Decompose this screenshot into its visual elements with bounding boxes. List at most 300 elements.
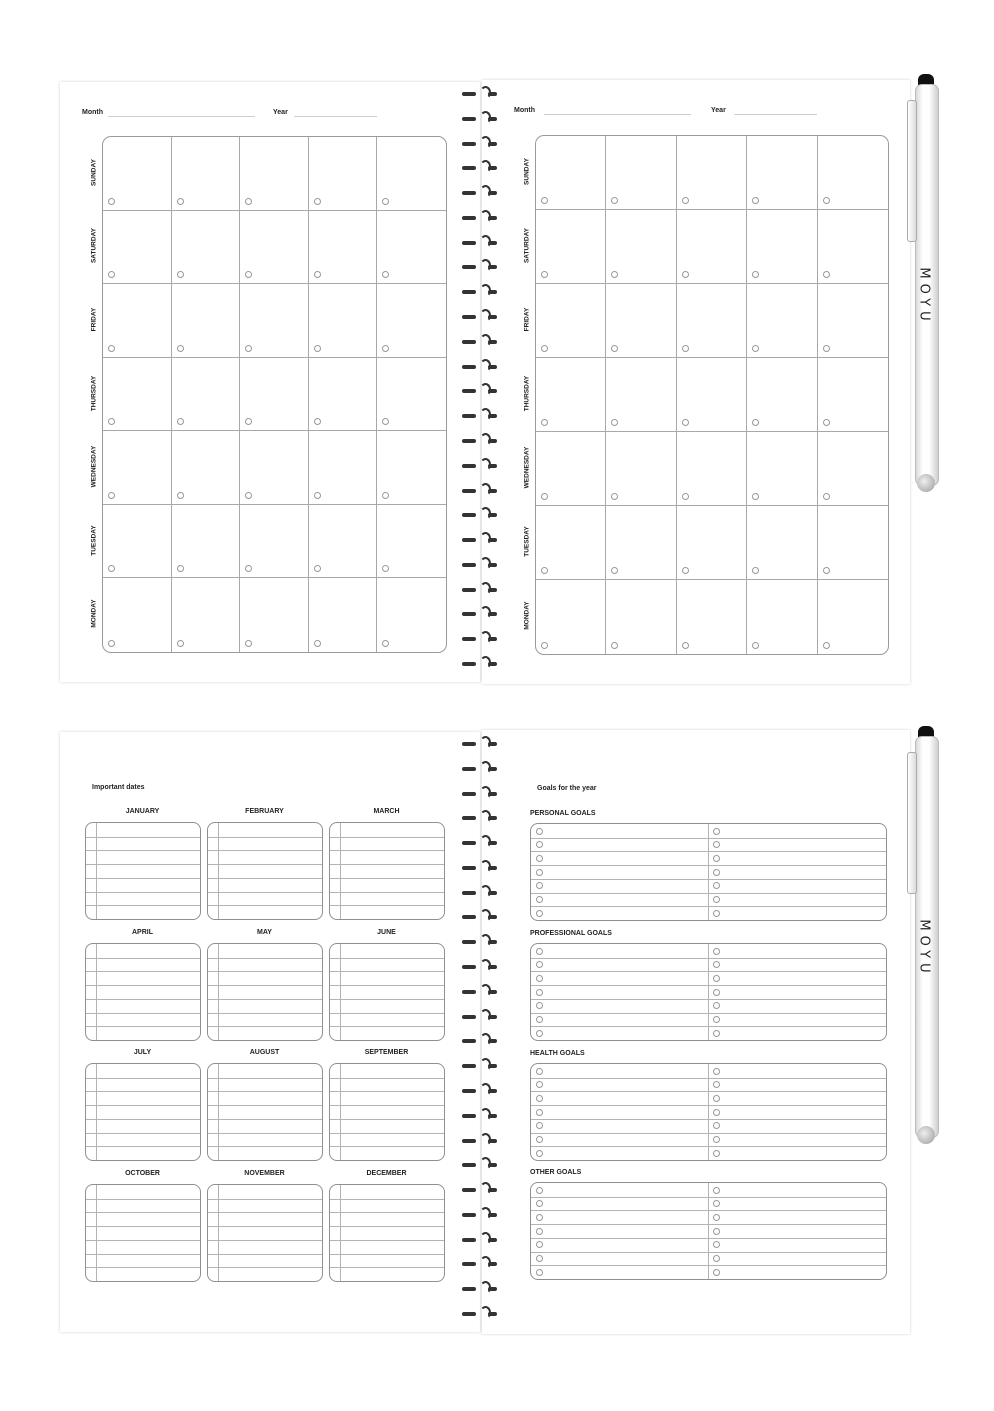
checkbox-circle-icon[interactable] [823,642,830,649]
checkbox-circle-icon[interactable] [541,419,548,426]
checkbox-circle-icon[interactable] [536,869,543,876]
calendar-cell[interactable] [377,284,446,358]
checkbox-circle-icon[interactable] [536,1136,543,1143]
checkbox-circle-icon[interactable] [541,642,548,649]
calendar-cell[interactable] [309,284,378,358]
spiral-coil [488,1262,497,1266]
spiral-coil [488,1015,497,1019]
calendar-cell[interactable] [536,210,606,284]
checkbox-circle-icon[interactable] [177,492,184,499]
calendar-cell[interactable] [606,432,676,506]
checkbox-circle-icon[interactable] [541,271,548,278]
calendar-cell[interactable] [103,431,172,505]
checkbox-circle-icon[interactable] [536,882,543,889]
checkbox-circle-icon[interactable] [536,896,543,903]
checkbox-circle-icon[interactable] [713,882,720,889]
calendar-cell[interactable] [172,505,241,579]
month-notes-box[interactable] [207,1063,323,1161]
checkbox-circle-icon[interactable] [611,493,618,500]
checkbox-circle-icon[interactable] [245,640,252,647]
ruled-line [208,905,322,906]
checkbox-circle-icon[interactable] [713,1030,720,1037]
checkbox-circle-icon[interactable] [823,567,830,574]
ruled-line [86,1226,200,1227]
checkbox-circle-icon[interactable] [245,271,252,278]
spiral-coil [462,792,476,796]
ruled-line [86,1212,200,1213]
checkbox-circle-icon[interactable] [536,1002,543,1009]
ruled-line [330,1078,444,1079]
calendar-cell[interactable] [677,358,747,432]
spiral-coil [462,513,476,517]
calendar-cell[interactable] [677,210,747,284]
checkbox-circle-icon[interactable] [108,492,115,499]
ruled-line [330,999,444,1000]
calendar-cell[interactable] [309,211,378,285]
calendar-cell[interactable] [747,284,817,358]
spiral-coil [488,563,497,567]
day-label: SATURDAY [523,227,531,264]
checkbox-circle-icon[interactable] [752,419,759,426]
checkbox-circle-icon[interactable] [382,565,389,572]
calendar-cell[interactable] [309,137,378,211]
checkbox-circle-icon[interactable] [536,1068,543,1075]
checkbox-circle-icon[interactable] [314,640,321,647]
calendar-cell[interactable] [606,284,676,358]
checkbox-circle-icon[interactable] [536,1228,543,1235]
month-notes-box[interactable] [329,822,445,920]
checkbox-circle-icon[interactable] [682,642,689,649]
checkbox-circle-icon[interactable] [536,989,543,996]
month-notes-box[interactable] [85,943,201,1041]
ruled-line [330,1133,444,1134]
checkbox-circle-icon[interactable] [541,493,548,500]
checkbox-circle-icon[interactable] [536,1081,543,1088]
checkbox-circle-icon[interactable] [314,271,321,278]
calendar-cell[interactable] [377,137,446,211]
checkbox-circle-icon[interactable] [108,640,115,647]
calendar-cell[interactable] [240,505,309,579]
goal-list-box[interactable] [530,943,887,1041]
checkbox-circle-icon[interactable] [536,1241,543,1248]
ruled-line [330,971,444,972]
checkbox-circle-icon[interactable] [314,492,321,499]
ruled-line [86,1091,200,1092]
checkbox-circle-icon[interactable] [713,910,720,917]
checkbox-circle-icon[interactable] [536,1030,543,1037]
calendar-cell[interactable] [606,210,676,284]
calendar-cell[interactable] [309,505,378,579]
checkbox-circle-icon[interactable] [541,567,548,574]
checkbox-circle-icon[interactable] [245,492,252,499]
ruled-line [531,1133,886,1134]
calendar-cell[interactable] [103,211,172,285]
checkbox-circle-icon[interactable] [823,197,830,204]
checkbox-circle-icon[interactable] [536,975,543,982]
checkbox-circle-icon[interactable] [536,1109,543,1116]
month-notes-box[interactable] [329,1063,445,1161]
checkbox-circle-icon[interactable] [108,345,115,352]
checkbox-circle-icon[interactable] [713,948,720,955]
month-notes-box[interactable] [85,1184,201,1282]
checkbox-circle-icon[interactable] [752,271,759,278]
checkbox-circle-icon[interactable] [382,198,389,205]
ruled-line [531,985,886,986]
day-label: MONDAY [90,599,98,628]
ruled-line [86,850,200,851]
checkbox-circle-icon[interactable] [536,1150,543,1157]
checkbox-circle-icon[interactable] [177,565,184,572]
checkbox-circle-icon[interactable] [713,961,720,968]
day-label: TUESDAY [90,524,98,556]
spiral-coil [488,1114,497,1118]
calendar-cell[interactable] [172,211,241,285]
month-notes-box[interactable] [329,943,445,1041]
checkbox-circle-icon[interactable] [611,642,618,649]
calendar-cell[interactable] [172,431,241,505]
ruled-line [531,1252,886,1253]
checkbox-circle-icon[interactable] [245,565,252,572]
calendar-cell[interactable] [818,580,888,654]
spiral-coil [462,1114,476,1118]
checkbox-circle-icon[interactable] [752,345,759,352]
checkbox-circle-icon[interactable] [314,198,321,205]
ruled-line [330,1119,444,1120]
checkbox-circle-icon[interactable] [752,567,759,574]
ruled-line [531,1105,886,1106]
checkbox-circle-icon[interactable] [536,948,543,955]
calendar-cell[interactable] [818,284,888,358]
goal-list-box[interactable] [530,823,887,921]
calendar-cell[interactable] [536,284,606,358]
month-notes-box[interactable] [207,822,323,920]
calendar-cell[interactable] [677,506,747,580]
spiral-coil [462,1015,476,1019]
checkbox-circle-icon[interactable] [713,828,720,835]
checkbox-circle-icon[interactable] [713,1187,720,1194]
calendar-cell[interactable] [747,580,817,654]
checkbox-circle-icon[interactable] [536,855,543,862]
spiral-coil [488,1312,497,1316]
checkbox-circle-icon[interactable] [611,271,618,278]
spiral-coil [462,538,476,542]
checkbox-circle-icon[interactable] [536,1269,543,1276]
checkbox-circle-icon[interactable] [713,1081,720,1088]
checkbox-circle-icon[interactable] [108,198,115,205]
ruled-line [531,1078,886,1079]
spiral-coil [488,1238,497,1242]
calendar-cell[interactable] [677,432,747,506]
calendar-cell[interactable] [377,211,446,285]
day-label: THURSDAY [90,375,98,411]
calendar-cell[interactable] [240,358,309,432]
goal-section-title: PROFESSIONAL GOALS [530,930,612,937]
ruled-line [208,837,322,838]
checkbox-circle-icon[interactable] [713,896,720,903]
ruled-line [330,1013,444,1014]
calendar-cell[interactable] [606,506,676,580]
checkbox-circle-icon[interactable] [177,345,184,352]
checkbox-circle-icon[interactable] [752,642,759,649]
spiral-coil [488,1213,497,1217]
ruled-line [531,1013,886,1014]
checkbox-circle-icon[interactable] [752,197,759,204]
ruled-line [330,1026,444,1027]
calendar-cell[interactable] [103,358,172,432]
calendar-cell[interactable] [309,358,378,432]
calendar-cell[interactable] [747,136,817,210]
checkbox-circle-icon[interactable] [713,855,720,862]
checkbox-circle-icon[interactable] [541,345,548,352]
calendar-cell[interactable] [172,578,241,652]
ruled-line [330,837,444,838]
month-field[interactable] [108,116,255,117]
calendar-cell[interactable] [677,284,747,358]
calendar-cell[interactable] [747,432,817,506]
spiral-coil [488,866,497,870]
checkbox-circle-icon[interactable] [713,1228,720,1235]
checkbox-circle-icon[interactable] [611,197,618,204]
checkbox-circle-icon[interactable] [245,345,252,352]
month-name: SEPTEMBER [364,1049,409,1056]
goal-section-title: PERSONAL GOALS [530,810,596,817]
calendar-cell[interactable] [309,431,378,505]
calendar-cell[interactable] [240,431,309,505]
calendar-cell[interactable] [818,358,888,432]
checkbox-circle-icon[interactable] [536,1214,543,1221]
checkbox-circle-icon[interactable] [611,567,618,574]
checkbox-circle-icon[interactable] [536,828,543,835]
ruled-line [86,864,200,865]
calendar-cell[interactable] [536,580,606,654]
ruled-line [330,1146,444,1147]
calendar-cell[interactable] [606,136,676,210]
calendar-cell[interactable] [172,137,241,211]
calendar-cell[interactable] [240,137,309,211]
ruled-line [208,1226,322,1227]
spiral-coil [462,940,476,944]
checkbox-circle-icon[interactable] [108,271,115,278]
spiral-coil [462,588,476,592]
spiral-coil [488,290,497,294]
checkbox-circle-icon[interactable] [713,1136,720,1143]
calendar-cell[interactable] [103,284,172,358]
checkbox-circle-icon[interactable] [682,197,689,204]
ruled-line [531,1265,886,1266]
year-field[interactable] [294,116,377,117]
checkbox-circle-icon[interactable] [823,419,830,426]
calendar-cell[interactable] [103,137,172,211]
calendar-cell[interactable] [818,432,888,506]
checkbox-circle-icon[interactable] [682,345,689,352]
month-field[interactable] [544,114,691,115]
stylus-pen [902,726,948,1156]
spiral-coil [462,191,476,195]
month-notes-box[interactable] [207,943,323,1041]
ruled-line [86,971,200,972]
year-label: Year [711,107,726,114]
calendar-cell[interactable] [103,505,172,579]
goal-list-box[interactable] [530,1063,887,1161]
checkbox-circle-icon[interactable] [382,271,389,278]
pen-brand: MOYU [916,919,932,978]
calendar-cell[interactable] [536,506,606,580]
checkbox-circle-icon[interactable] [177,640,184,647]
checkbox-circle-icon[interactable] [713,869,720,876]
checkbox-circle-icon[interactable] [536,961,543,968]
checkbox-circle-icon[interactable] [611,419,618,426]
checkbox-circle-icon[interactable] [177,418,184,425]
ruled-line [531,1210,886,1211]
stylus-pen [902,74,948,504]
ruled-line [208,971,322,972]
checkbox-circle-icon[interactable] [314,345,321,352]
goal-list-box[interactable] [530,1182,887,1280]
spiral-coil [488,489,497,493]
spiral-coil [488,612,497,616]
checkbox-circle-icon[interactable] [713,1002,720,1009]
checkbox-circle-icon[interactable] [536,1200,543,1207]
calendar-cell[interactable] [818,136,888,210]
checkbox-circle-icon[interactable] [536,1255,543,1262]
checkbox-circle-icon[interactable] [823,271,830,278]
calendar-cell[interactable] [818,506,888,580]
checkbox-circle-icon[interactable] [245,418,252,425]
calendar-cell[interactable] [536,432,606,506]
checkbox-circle-icon[interactable] [536,1122,543,1129]
calendar-cell[interactable] [377,505,446,579]
spiral-coil [462,414,476,418]
checkbox-circle-icon[interactable] [177,198,184,205]
calendar-cell[interactable] [677,136,747,210]
checkbox-circle-icon[interactable] [823,493,830,500]
checkbox-circle-icon[interactable] [536,1016,543,1023]
checkbox-circle-icon[interactable] [536,841,543,848]
day-label: WEDNESDAY [90,445,98,488]
checkbox-circle-icon[interactable] [682,271,689,278]
checkbox-circle-icon[interactable] [713,975,720,982]
ruled-line [330,864,444,865]
checkbox-circle-icon[interactable] [245,198,252,205]
spiral-coil [462,489,476,493]
checkbox-circle-icon[interactable] [713,1269,720,1276]
calendar-cell[interactable] [536,136,606,210]
checkbox-circle-icon[interactable] [541,197,548,204]
checkbox-circle-icon[interactable] [536,1095,543,1102]
calendar-cell[interactable] [536,358,606,432]
checkbox-circle-icon[interactable] [382,492,389,499]
ruled-line [531,879,886,880]
month-notes-box[interactable] [85,1063,201,1161]
checkbox-circle-icon[interactable] [752,493,759,500]
spiral-coil [488,340,497,344]
calendar-cell[interactable] [677,580,747,654]
calendar-cell[interactable] [747,210,817,284]
ruled-line [86,1119,200,1120]
spiral-coil [488,166,497,170]
month-name: OCTOBER [125,1170,160,1177]
checkbox-circle-icon[interactable] [713,1095,720,1102]
calendar-cell[interactable] [377,431,446,505]
checkbox-circle-icon[interactable] [382,345,389,352]
ruled-line [531,906,886,907]
calendar-cell[interactable] [747,358,817,432]
calendar-cell[interactable] [172,358,241,432]
ruled-line [330,1240,444,1241]
year-field[interactable] [734,114,817,115]
checkbox-circle-icon[interactable] [382,640,389,647]
checkbox-circle-icon[interactable] [823,345,830,352]
calendar-cell[interactable] [240,211,309,285]
ruled-line [86,1146,200,1147]
checkbox-circle-icon[interactable] [713,1150,720,1157]
checkbox-circle-icon[interactable] [682,493,689,500]
checkbox-circle-icon[interactable] [611,345,618,352]
pen-brand: MOYU [916,267,932,326]
ruled-line [86,1133,200,1134]
checkbox-circle-icon[interactable] [536,1187,543,1194]
checkbox-circle-icon[interactable] [682,567,689,574]
checkbox-circle-icon[interactable] [713,1214,720,1221]
checkbox-circle-icon[interactable] [713,1122,720,1129]
calendar-cell[interactable] [240,284,309,358]
ruled-line [86,892,200,893]
calendar-cell[interactable] [377,358,446,432]
calendar-cell[interactable] [240,578,309,652]
spiral-coil [488,1039,497,1043]
spiral-coil [462,365,476,369]
spiral-coil [488,538,497,542]
year-label: Year [273,109,288,116]
checkbox-circle-icon[interactable] [713,1200,720,1207]
checkbox-circle-icon[interactable] [536,910,543,917]
checkbox-circle-icon[interactable] [314,418,321,425]
calendar-cell[interactable] [818,210,888,284]
checkbox-circle-icon[interactable] [713,1255,720,1262]
spiral-coil [462,241,476,245]
spiral-coil [462,290,476,294]
checkbox-circle-icon[interactable] [682,419,689,426]
calendar-cell[interactable] [606,580,676,654]
calendar-cell[interactable] [606,358,676,432]
calendar-cell[interactable] [377,578,446,652]
checkbox-circle-icon[interactable] [314,565,321,572]
calendar-cell[interactable] [103,578,172,652]
ruled-line [86,1199,200,1200]
month-notes-box[interactable] [85,822,201,920]
spiral-coil [488,816,497,820]
calendar-cell[interactable] [309,578,378,652]
checkbox-circle-icon[interactable] [713,841,720,848]
checkbox-circle-icon[interactable] [382,418,389,425]
goal-section-title: OTHER GOALS [530,1169,582,1176]
checkbox-circle-icon[interactable] [713,1068,720,1075]
calendar-cell[interactable] [747,506,817,580]
checkbox-circle-icon[interactable] [177,271,184,278]
spiral-coil [488,940,497,944]
checkbox-circle-icon[interactable] [713,989,720,996]
checkbox-circle-icon[interactable] [713,1016,720,1023]
ruled-line [330,878,444,879]
checkbox-circle-icon[interactable] [713,1109,720,1116]
spiral-coil [462,767,476,771]
month-notes-box[interactable] [329,1184,445,1282]
calendar-cell[interactable] [172,284,241,358]
checkbox-circle-icon[interactable] [713,1241,720,1248]
month-notes-box[interactable] [207,1184,323,1282]
checkbox-circle-icon[interactable] [108,418,115,425]
checkbox-circle-icon[interactable] [108,565,115,572]
